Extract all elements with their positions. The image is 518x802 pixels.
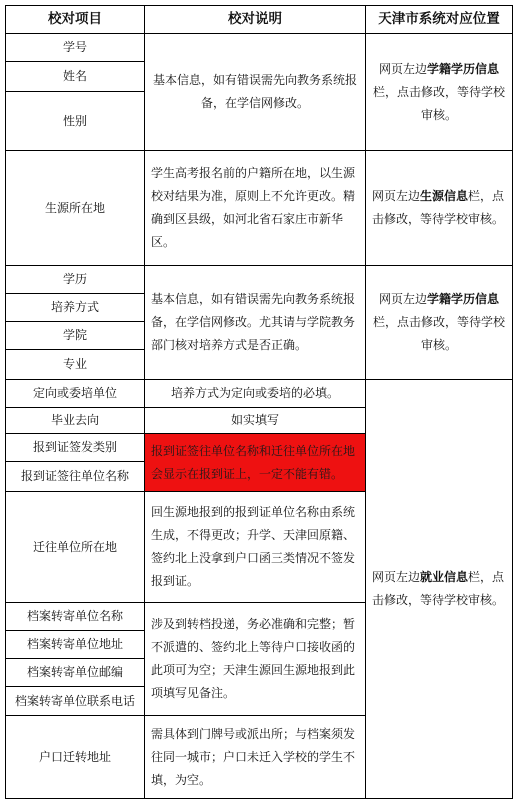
proofreading-table [5, 5, 513, 799]
description-archive-transfer: 涉及到转档投递，务必准确和完整；暂不派遣的、签约北上等待户口接收函的此项可为空；天津生源回生源地报到此项填写见备注。 [144, 602, 366, 716]
description-household-address: 需具体到门牌号或派出所；与档案须发往同一城市；户口未迁入学校的学生不填，为空。 [144, 715, 366, 799]
item-archive-unit-postcode: 档案转寄单位邮编 [5, 658, 145, 687]
item-origin-place: 生源所在地 [5, 150, 145, 266]
position-employment-info [365, 379, 513, 799]
description-certificate-warning: 报到证签往单位名称和迁往单位所在地会显示在报到证上，一定不能有错。 [144, 433, 366, 492]
item-name: 姓名 [5, 61, 145, 92]
item-major: 专业 [5, 349, 145, 380]
item-archive-unit-address: 档案转寄单位地址 [5, 630, 145, 659]
position-student-records [365, 33, 513, 151]
item-student-id: 学号 [5, 33, 145, 62]
position-section-name: 生源信息 [420, 189, 469, 203]
item-destination-location: 迁往单位所在地 [5, 491, 145, 603]
item-education: 学历 [5, 265, 145, 294]
item-directed-unit: 定向或委培单位 [5, 379, 145, 408]
position-suffix: 栏，点击修改，等待学校审核。 [372, 315, 505, 352]
description-certificate-generation: 回生源地报到的报到证单位名称由系统生成，不得更改；升学、天津回原籍、签约北上没拿到户口函三类情况不签发报到证。 [144, 491, 366, 603]
position-origin-info [365, 150, 513, 266]
position-section-name: 就业信息 [420, 570, 469, 584]
item-household-address: 户口迁转地址 [5, 715, 145, 799]
description-directed-unit: 培养方式为定向或委培的必填。 [144, 379, 366, 408]
header-item: 校对项目 [5, 5, 145, 34]
item-college: 学院 [5, 321, 145, 350]
position-section-name: 学籍学历信息 [427, 292, 500, 306]
position-student-records-2 [365, 265, 513, 380]
position-prefix: 网页左边 [378, 292, 427, 306]
item-archive-unit-name: 档案转寄单位名称 [5, 602, 145, 631]
position-suffix: 栏，点击修改，等待学校审核。 [372, 570, 505, 607]
header-position: 天津市系统对应位置 [365, 5, 513, 34]
item-training-mode: 培养方式 [5, 293, 145, 322]
item-archive-unit-phone: 档案转寄单位联系电话 [5, 686, 145, 716]
position-suffix: 栏，点击修改，等待学校审核。 [372, 84, 505, 122]
header-description: 校对说明 [144, 5, 366, 34]
position-section-name: 学籍学历信息 [427, 61, 500, 76]
position-suffix: 栏，点击修改，等待学校审核。 [372, 189, 505, 226]
item-graduation-destination: 毕业去向 [5, 407, 145, 434]
item-certificate-unit: 报到证签往单位名称 [5, 461, 145, 492]
position-prefix: 网页左边 [372, 189, 421, 203]
item-gender: 性别 [5, 91, 145, 151]
description-origin-place: 学生高考报名前的户籍所在地，以生源校对结果为准，原则上不允许更改。精确到区县级，如河北省石家庄市新华区。 [144, 150, 366, 266]
position-prefix: 网页左边 [372, 570, 421, 584]
position-prefix: 网页左边 [378, 61, 427, 76]
description-education-info: 基本信息，如有错误需先向教务系统报备，在学信网修改。尤其请与学院教务部门核对培养方式是否正确。 [144, 265, 366, 380]
description-graduation-destination: 如实填写 [144, 407, 366, 434]
description-basic-info: 基本信息，如有错误需先向教务系统报备，在学信网修改。 [144, 33, 366, 151]
item-certificate-type: 报到证签发类别 [5, 433, 145, 462]
